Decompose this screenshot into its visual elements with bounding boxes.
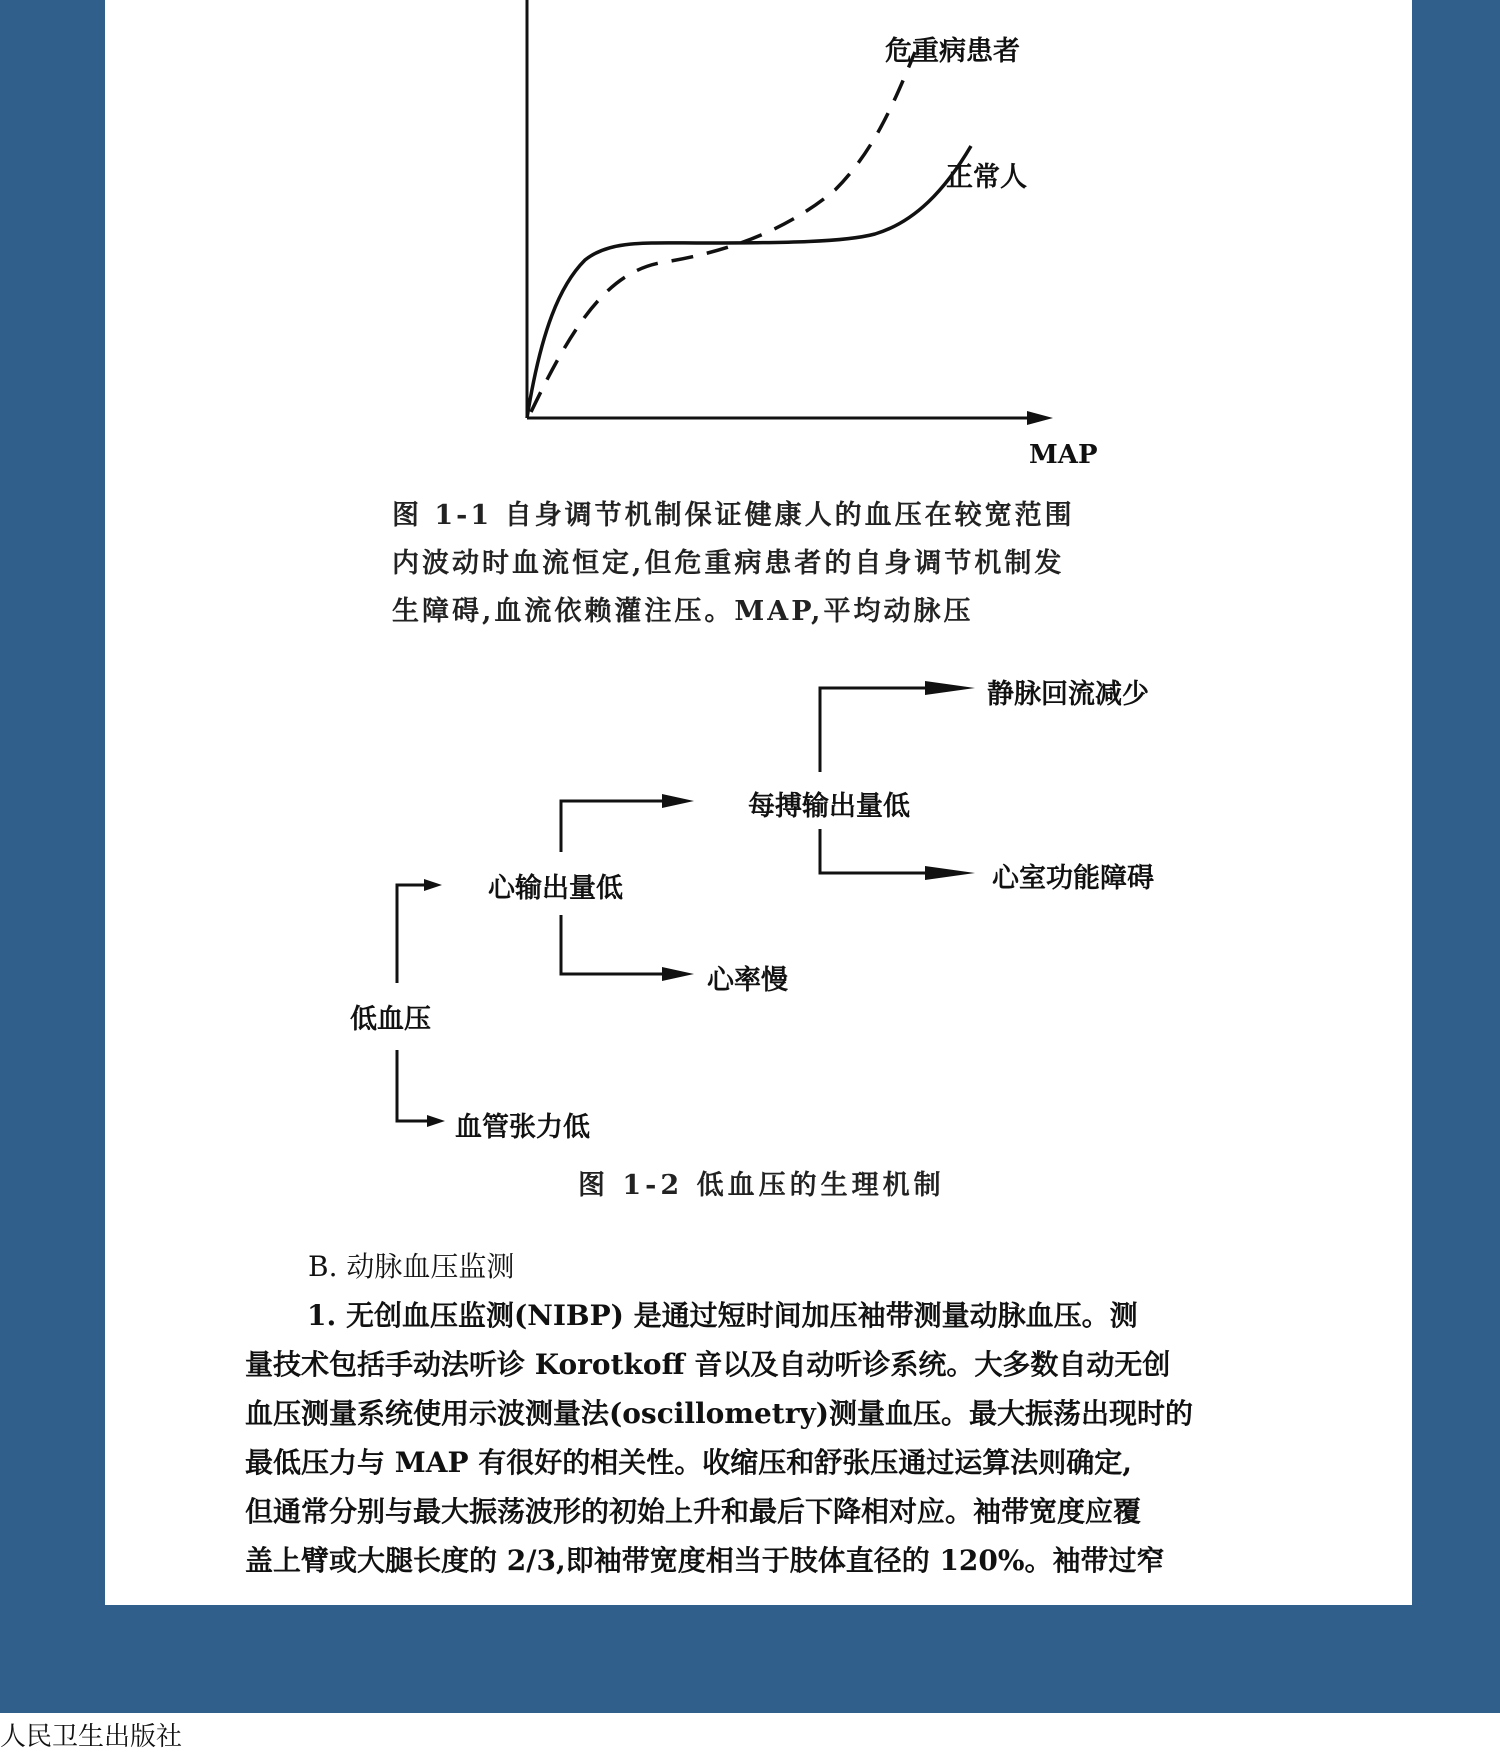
autoregulation-figure [105,0,1412,470]
connector-cardiac-output-to-heart-rate [561,915,665,974]
normal-curve-label: 正常人 [946,162,1027,193]
paragraph-line: 血压测量系统使用示波测量法(oscillometry)测量血压。最大振荡出现时的 [245,1397,1193,1430]
node-low-vascular-tone: 血管张力低 [455,1112,590,1143]
node-reduced-venous-return: 静脉回流减少 [987,679,1149,710]
x-axis-label: MAP [1029,440,1098,470]
connector-stroke-volume-to-ventricular [820,829,928,873]
arrowhead [427,1115,445,1127]
figure-1-caption [392,492,1242,636]
caption-line: 内波动时血流恒定,但危重病患者的自身调节机制发 [392,548,1065,579]
body-paragraph [245,1291,1390,1585]
arrowhead [925,866,975,880]
node-ventricular-dysfunction: 心室功能障碍 [992,863,1154,894]
connector-hypotension-to-vascular-tone [397,1050,430,1121]
critical-curve-label: 危重病患者 [885,36,1020,67]
node-low-stroke-volume: 每搏输出量低 [748,791,910,822]
paragraph-line: 量技术包括手动法听诊 Korotkoff 音以及自动听诊系统。大多数自动无创 [245,1348,1171,1381]
connector-cardiac-output-to-stroke-volume [561,801,665,852]
critical-curve [531,52,915,412]
caption-line: 生障碍,血流依赖灌注压。MAP,平均动脉压 [392,596,974,627]
figure-2-caption: 图 1-2 低血压的生理机制 [578,1170,945,1201]
node-hypotension: 低血压 [350,1004,431,1035]
paragraph-line: 1. 无创血压监测(NIBP) 是通过短时间加压袖带测量动脉血压。测 [307,1299,1138,1332]
arrowhead [662,967,694,981]
x-axis-arrowhead [1027,411,1053,425]
normal-curve [527,146,971,418]
connector-hypotension-to-cardiac-output [397,885,427,983]
connector-stroke-volume-to-venous-return [820,688,928,772]
arrowhead [424,879,442,891]
paragraph-line: 但通常分别与最大振荡波形的初始上升和最后下降相对应。袖带宽度应覆 [245,1495,1142,1528]
section-heading: B. 动脉血压监测 [308,1250,515,1283]
publisher-label: 人民卫生出版社 [0,1722,183,1752]
node-bradycardia: 心率慢 [707,965,788,996]
paragraph-line: 盖上臂或大腿长度的 2/3,即袖带宽度相当于肢体直径的 120%。袖带过窄 [245,1544,1165,1577]
document-page [105,0,1412,1605]
node-low-cardiac-output: 心输出量低 [488,873,623,904]
caption-line: 图 1-1 自身调节机制保证健康人的血压在较宽范围 [392,500,1075,531]
arrowhead [662,794,694,808]
arrowhead [925,681,975,695]
paragraph-line: 最低压力与 MAP 有很好的相关性。收缩压和舒张压通过运算法则确定, [245,1446,1133,1479]
